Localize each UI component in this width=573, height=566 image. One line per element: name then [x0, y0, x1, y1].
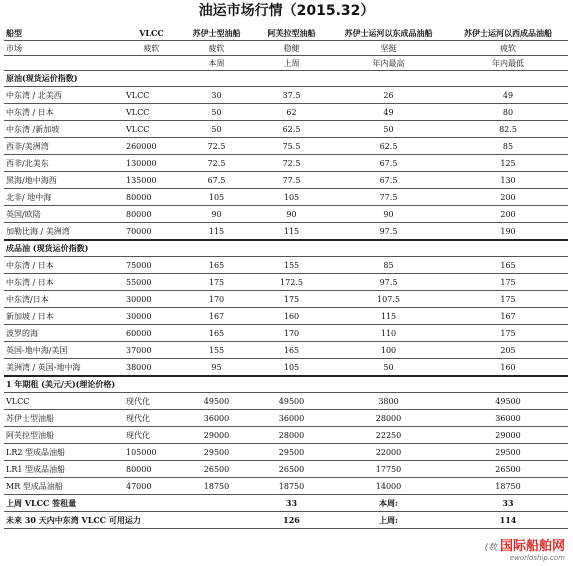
- market-row: [4, 41, 568, 56]
- table-cell: 26: [329, 87, 448, 104]
- table-cell: [179, 495, 254, 512]
- table-cell: 72.5: [254, 155, 329, 172]
- table-cell: 62.5: [329, 138, 448, 155]
- table-cell: 107.5: [329, 291, 448, 308]
- table-cell: 26500: [448, 461, 568, 478]
- table-cell: 47000: [124, 478, 179, 495]
- table-row: [4, 257, 568, 274]
- table-cell: 坚挺: [329, 41, 448, 56]
- table-cell: 50: [179, 121, 254, 138]
- table-cell: 33: [254, 495, 329, 512]
- watermark-source: (数: [484, 543, 498, 553]
- section-title: 1 年期租 (美元/天)(理论价格): [4, 376, 568, 393]
- table-cell: 90: [329, 206, 448, 223]
- table-cell: 28000: [254, 427, 329, 444]
- table-cell: 疲软: [124, 41, 179, 56]
- table-cell: 22250: [329, 427, 448, 444]
- table-cell: 97.5: [329, 274, 448, 291]
- table-cell: 50: [329, 359, 448, 377]
- table-cell: 175: [179, 274, 254, 291]
- table-cell: 80000: [124, 461, 179, 478]
- table-cell: 3800: [329, 393, 448, 410]
- table-cell: 62.5: [254, 121, 329, 138]
- table-cell: 29000: [179, 427, 254, 444]
- row-label: 英国-地中海/美国: [4, 342, 124, 359]
- table-cell: [179, 512, 254, 529]
- table-cell: 167: [448, 308, 568, 325]
- row-label: 中东湾 / 日本: [4, 104, 124, 121]
- section-header: [4, 376, 568, 393]
- table-cell: VLCC: [124, 121, 179, 138]
- table-cell: 本周: [179, 56, 254, 71]
- page-title: 油运市场行情（2015.32）: [198, 3, 375, 19]
- section-header: [4, 240, 568, 257]
- table-cell: 125: [448, 155, 568, 172]
- table-row: [4, 308, 568, 325]
- row-label: 波罗的海: [4, 325, 124, 342]
- table-cell: 26500: [254, 461, 329, 478]
- table-cell: 18750: [448, 478, 568, 495]
- table-row: [4, 393, 568, 410]
- table-cell: 36000: [179, 410, 254, 427]
- table-cell: 疲软: [179, 41, 254, 56]
- table-cell: 50: [179, 104, 254, 121]
- summary-row: [4, 512, 568, 529]
- table-row: [4, 274, 568, 291]
- table-cell: 75.5: [254, 138, 329, 155]
- table-cell: 60000: [124, 325, 179, 342]
- table-cell: 72.5: [179, 155, 254, 172]
- row-label: 英国/欧陆: [4, 206, 124, 223]
- row-label: 市场: [4, 41, 124, 56]
- table-cell: 18750: [179, 478, 254, 495]
- table-cell: 55000: [124, 274, 179, 291]
- watermark-logo: 国际船舶网: [499, 539, 565, 554]
- row-label: 黑海/地中海西: [4, 172, 124, 189]
- table-cell: 170: [254, 325, 329, 342]
- table-cell: 苏伊士运河以西成品油船: [448, 26, 568, 41]
- table-cell: 175: [254, 291, 329, 308]
- section-header: [4, 71, 568, 87]
- table-cell: 本周:: [329, 495, 448, 512]
- period-row: [4, 56, 568, 71]
- table-row: [4, 291, 568, 308]
- row-label: 北非/ 地中海: [4, 189, 124, 206]
- row-label: VLCC: [4, 393, 124, 410]
- table-cell: 72.5: [179, 138, 254, 155]
- table-cell: [124, 495, 179, 512]
- table-cell: 77.5: [329, 189, 448, 206]
- table-cell: 170: [179, 291, 254, 308]
- row-label: 西非/美洲湾: [4, 138, 124, 155]
- table-cell: 33: [448, 495, 568, 512]
- table-cell: 200: [448, 189, 568, 206]
- table-row: [4, 410, 568, 427]
- table-cell: 26500: [179, 461, 254, 478]
- row-label: 中东湾 / 日本: [4, 274, 124, 291]
- table-cell: 30000: [124, 308, 179, 325]
- table-cell: 165: [179, 325, 254, 342]
- table-cell: 上周:: [329, 512, 448, 529]
- table-row: [4, 325, 568, 342]
- table-cell: 155: [179, 342, 254, 359]
- table-cell: 49500: [179, 393, 254, 410]
- table-cell: 苏伊士型油船: [179, 26, 254, 41]
- table-cell: 37000: [124, 342, 179, 359]
- table-cell: 175: [448, 291, 568, 308]
- watermark-url: eworldship.com: [509, 554, 565, 562]
- table-cell: 80000: [124, 189, 179, 206]
- table-cell: 85: [448, 138, 568, 155]
- table-row: [4, 359, 568, 377]
- row-label: 中东湾 /新加坡: [4, 121, 124, 138]
- table-cell: 77.5: [254, 172, 329, 189]
- table-cell: 疲软: [448, 41, 568, 56]
- row-label: 加勒比海 / 美洲湾: [4, 223, 124, 241]
- table-cell: 97.5: [329, 223, 448, 241]
- table-cell: 155: [254, 257, 329, 274]
- table-row: [4, 104, 568, 121]
- table-cell: 苏伊士运河以东成品油船: [329, 26, 448, 41]
- table-row: [4, 206, 568, 223]
- table-cell: VLCC: [124, 87, 179, 104]
- table-row: [4, 461, 568, 478]
- table-row: [4, 342, 568, 359]
- table-cell: 110: [329, 325, 448, 342]
- table-cell: 115: [179, 223, 254, 241]
- table-cell: 22000: [329, 444, 448, 461]
- table-cell: 200: [448, 206, 568, 223]
- table-cell: 稳健: [254, 41, 329, 56]
- table-cell: 29000: [448, 427, 568, 444]
- table-cell: 90: [179, 206, 254, 223]
- table-cell: 90: [254, 206, 329, 223]
- table-cell: 100: [329, 342, 448, 359]
- table-cell: 165: [254, 342, 329, 359]
- table-row: [4, 138, 568, 155]
- table-cell: 190: [448, 223, 568, 241]
- table-cell: 105: [179, 189, 254, 206]
- table-cell: 17750: [329, 461, 448, 478]
- table-cell: 80000: [124, 206, 179, 223]
- section-title: 原油(现货运价指数): [4, 71, 568, 87]
- table-cell: 115: [254, 223, 329, 241]
- table-cell: 67.5: [179, 172, 254, 189]
- table-cell: 175: [448, 274, 568, 291]
- table-cell: 62: [254, 104, 329, 121]
- table-row: [4, 87, 568, 104]
- row-label: 美洲湾 / 英国-地中海: [4, 359, 124, 377]
- table-cell: 130000: [124, 155, 179, 172]
- row-label: 上周 VLCC 签租量: [4, 495, 124, 512]
- table-cell: 105000: [124, 444, 179, 461]
- table-cell: 年内最低: [448, 56, 568, 71]
- table-cell: 165: [179, 257, 254, 274]
- table-row: [4, 121, 568, 138]
- table-cell: 135000: [124, 172, 179, 189]
- table-cell: 30000: [124, 291, 179, 308]
- row-label: 阿芙拉型油船: [4, 427, 124, 444]
- table-cell: 67.5: [329, 172, 448, 189]
- row-label: 中东湾/日本: [4, 291, 124, 308]
- table-cell: 175: [448, 325, 568, 342]
- section-title: 成品油 (现货运价指数): [4, 240, 568, 257]
- table-cell: 现代化: [124, 410, 179, 427]
- table-cell: VLCC: [124, 104, 179, 121]
- table-row: [4, 478, 568, 495]
- table-cell: 172.5: [254, 274, 329, 291]
- table-cell: 82.5: [448, 121, 568, 138]
- table-cell: 30: [179, 87, 254, 104]
- table-cell: 36000: [448, 410, 568, 427]
- table-cell: 现代化: [124, 427, 179, 444]
- table-cell: 29500: [179, 444, 254, 461]
- table-cell: 阿芙拉型油船: [254, 26, 329, 41]
- row-label: [4, 56, 124, 71]
- table-cell: 上周: [254, 56, 329, 71]
- table-cell: 126: [254, 512, 329, 529]
- table-cell: 49500: [254, 393, 329, 410]
- table-cell: 167: [179, 308, 254, 325]
- table-cell: 38000: [124, 359, 179, 377]
- row-label: LR1 型成品油船: [4, 461, 124, 478]
- row-label: 船型: [4, 26, 124, 41]
- watermark: [485, 535, 565, 562]
- table-cell: 现代化: [124, 393, 179, 410]
- table-cell: 85: [329, 257, 448, 274]
- table-cell: 115: [329, 308, 448, 325]
- table-cell: 14000: [329, 478, 448, 495]
- row-label: 新加坡 / 日本: [4, 308, 124, 325]
- table-row: [4, 189, 568, 206]
- header-row: [4, 26, 568, 41]
- table-row: [4, 172, 568, 189]
- tanker-market-table: [4, 26, 568, 529]
- row-label: MR 型成品油船: [4, 478, 124, 495]
- table-cell: 29500: [254, 444, 329, 461]
- table-row: [4, 155, 568, 172]
- row-label: LR2 型成品油船: [4, 444, 124, 461]
- table-cell: 年内最高: [329, 56, 448, 71]
- table-row: [4, 444, 568, 461]
- table-cell: 49: [329, 104, 448, 121]
- table-cell: 29500: [448, 444, 568, 461]
- table-cell: 260000: [124, 138, 179, 155]
- row-label: 西非/北美东: [4, 155, 124, 172]
- table-row: [4, 223, 568, 241]
- summary-row: [4, 495, 568, 512]
- table-cell: 67.5: [329, 155, 448, 172]
- row-label: 中东湾 / 北美西: [4, 87, 124, 104]
- table-cell: 114: [448, 512, 568, 529]
- table-cell: 37.5: [254, 87, 329, 104]
- table-cell: 36000: [254, 410, 329, 427]
- table-cell: 165: [448, 257, 568, 274]
- table-cell: 50: [329, 121, 448, 138]
- table-cell: 160: [448, 359, 568, 377]
- table-cell: 105: [254, 189, 329, 206]
- row-label: 中东湾 / 日本: [4, 257, 124, 274]
- table-cell: 49500: [448, 393, 568, 410]
- table-cell: 49: [448, 87, 568, 104]
- table-cell: 75000: [124, 257, 179, 274]
- table-cell: [124, 56, 179, 71]
- table-cell: 18750: [254, 478, 329, 495]
- table-cell: 80: [448, 104, 568, 121]
- table-cell: 130: [448, 172, 568, 189]
- row-label: 苏伊士型油船: [4, 410, 124, 427]
- table-cell: 95: [179, 359, 254, 377]
- table-cell: 205: [448, 342, 568, 359]
- table-cell: 105: [254, 359, 329, 377]
- table-cell: 160: [254, 308, 329, 325]
- table-cell: VLCC: [124, 26, 179, 41]
- table-row: [4, 427, 568, 444]
- table-cell: 70000: [124, 223, 179, 241]
- table-cell: 28000: [329, 410, 448, 427]
- row-label: 未来 30 天内中东湾 VLCC 可用运力: [4, 512, 124, 529]
